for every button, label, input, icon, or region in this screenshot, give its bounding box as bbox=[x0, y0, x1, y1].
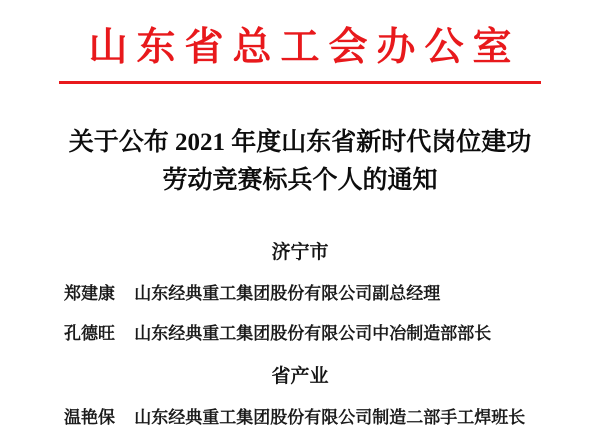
letterhead-title: 山东省总工会办公室 bbox=[88, 26, 521, 69]
entry-name: 郑建康 bbox=[64, 284, 115, 303]
red-divider bbox=[59, 81, 541, 84]
entry-row bbox=[0, 322, 600, 346]
notice-title bbox=[0, 124, 600, 200]
entry-row bbox=[0, 282, 600, 306]
section-jining bbox=[0, 240, 600, 346]
notice-title-line2: 劳动竞赛标兵个人的通知 bbox=[162, 167, 438, 194]
section-province-industry bbox=[0, 364, 600, 430]
entry-name: 温艳保 bbox=[64, 408, 115, 427]
section-heading-jining: 济宁市 bbox=[271, 242, 329, 263]
notice-title-line1: 关于公布 2021 年度山东省新时代岗位建功 bbox=[68, 129, 532, 156]
entry-row bbox=[0, 406, 600, 430]
entry-name: 孔德旺 bbox=[64, 324, 115, 343]
entry-description: 山东经典重工集团股份有限公司副总经理 bbox=[134, 284, 441, 303]
section-heading-province-industry: 省产业 bbox=[271, 366, 329, 387]
entry-description: 山东经典重工集团股份有限公司中冶制造部部长 bbox=[134, 324, 492, 343]
entry-description: 山东经典重工集团股份有限公司制造二部手工焊班长 bbox=[134, 408, 526, 427]
